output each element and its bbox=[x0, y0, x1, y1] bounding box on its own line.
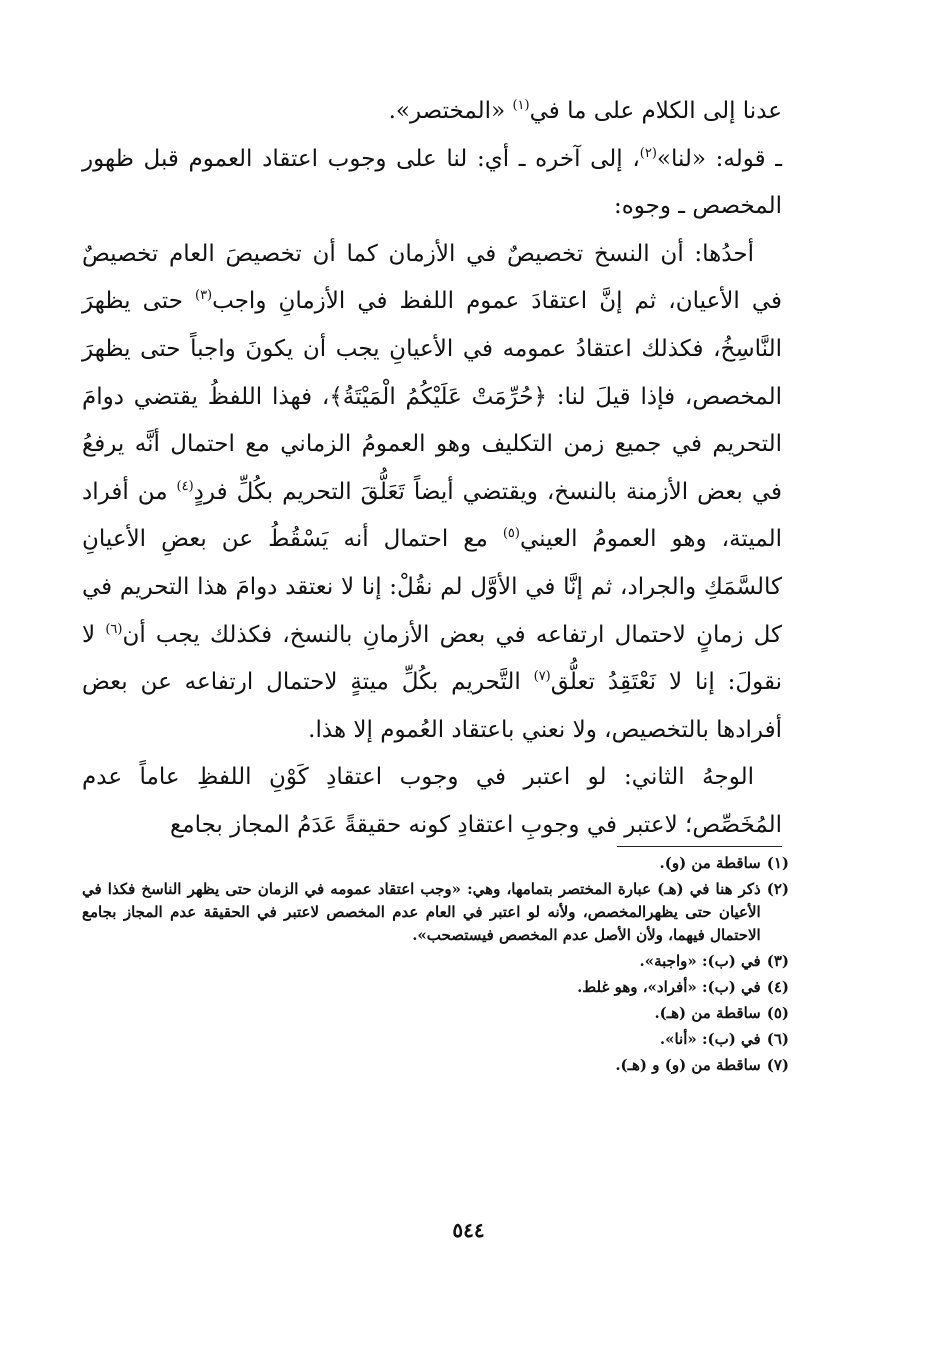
footnote-marker: (٣) bbox=[194, 288, 213, 304]
footnote bbox=[82, 852, 789, 875]
footnote-marker: (٤) bbox=[176, 478, 194, 494]
paragraph: ـ قوله: «لنا»$^{(٢)}$، إلى آخره ـ أي: لنا على وجوب اعتقاد العموم قبل ظهور المخصص ـ وجوه: bbox=[82, 145, 782, 220]
footnote-text: في (ب): «واجبة». bbox=[639, 952, 761, 970]
footnote-marker: (٧) bbox=[533, 669, 551, 685]
footnote-marker: (٦) bbox=[105, 621, 123, 637]
footnote-text: ذكر هنا في (هـ) عبارة المختصر بتمامها، وهي: «وجب اعتقاد عمومه في الزمان حتى يظهر الناسخ فكذا في الأعيان حتى يظهرالمخصص، ولأنه لو اعتبر في العام عدم المخصص لاعتبر في الحقيقة عدم المجاز بجامع الاحتمال فيهما، ولأن الأصل عدم المخصص فيستصحب». bbox=[82, 880, 761, 944]
footnote-marker: (٥) bbox=[502, 526, 520, 542]
footnote bbox=[82, 1028, 789, 1051]
footnote-number: (٣) bbox=[766, 952, 789, 970]
footnote bbox=[82, 878, 789, 947]
paragraph: عدنا إلى الكلام على ما في$^{(١)}$ «المختصر». bbox=[388, 98, 782, 124]
footnote-number: (١) bbox=[766, 854, 789, 872]
footnote bbox=[82, 976, 789, 999]
footnote-marker: (٢) bbox=[639, 145, 657, 161]
footnote bbox=[82, 950, 789, 973]
footnote-marker: (١) bbox=[512, 98, 530, 113]
footnote-number: (٢) bbox=[766, 880, 789, 898]
footnote-number: (٥) bbox=[766, 1004, 789, 1022]
footnote-text: في (ب): «أفراد»، وهو غلط. bbox=[577, 978, 761, 996]
footnote-text: في (ب): «أنا». bbox=[659, 1030, 761, 1048]
footnotes bbox=[82, 852, 789, 1080]
paragraph: أحدُها: أن النسخ تخصيصٌ في الأزمان كما أن تخصيصَ العام تخصيصٌ في الأعيان، ثم إنَّ اعتقادَ عموم اللفظ في الأزمانِ واجب$^{(٣)}$ حتى يظهرَ النَّاسِخُ، فكذلك اعتقادُ عمومه في الأعيانِ يجب أن يكونَ واجباً حتى يظهرَ المخصص، فإذا قيلَ لنا: ﴿حُرِّمَتْ عَلَيْكُمُ الْمَيْتَةُ﴾، فهذا اللفظُ يقتضي دوامَ التحريم في جميع زمن التكليف وهو العمومُ الزماني مع احتمال أنَّه يرفعُ في بعض الأزمنة بالنسخ، ويقتضي أيضاً تَعَلُّقَ التحريم بكُلِّ فردٍ$^{(٤)}$ من أفراد الميتة، وهو العمومُ العيني$^{(٥)}$ مع احتمال أنه يَسْقُطُ عن بعضِ الأعيانِ كالسَّمَكِ والجراد، ثم إنَّا في الأوَّل لم نقُلْ: إنا لا نعتقد دوامَ هذا التحريم في كل زمانٍ لاحتمال ارتفاعه في بعض الأزمانِ بالنسخ، فكذلك يجب أن$^{(٦)}$ لا نقولَ: إنا لا نَعْتَقِدُ تعلُّق$^{(٧)}$ التَّحريم بكُلِّ ميتةٍ لاحتمال ارتفاعه عن بعض أفرادها بالتخصيص، ولا نعني باعتقاد العُموم إلا هذا. bbox=[82, 240, 783, 743]
footnote-number: (٦) bbox=[766, 1030, 789, 1048]
footnote-text: ساقطة من (و). bbox=[659, 854, 761, 872]
main-text bbox=[82, 88, 782, 850]
footnote-text: ساقطة من (هـ). bbox=[654, 1004, 761, 1022]
footnote bbox=[82, 1054, 789, 1077]
page-number: ٥٤٤ bbox=[452, 1218, 485, 1242]
footnote-divider bbox=[617, 846, 782, 847]
footnote-text: ساقطة من (و) و (هـ). bbox=[615, 1056, 761, 1074]
footnote-number: (٧) bbox=[766, 1056, 789, 1074]
footnote-number: (٤) bbox=[766, 978, 789, 996]
paragraph: الوجهُ الثاني: لو اعتبر في وجوب اعتقادِ كَوْنِ اللفظِ عاماً عدم المُخَصِّص؛ لاعتبر في وجوبِ اعتقادِ كونه حقيقةً عَدَمُ المجاز بجامع bbox=[82, 764, 782, 838]
footnote bbox=[82, 1002, 789, 1025]
